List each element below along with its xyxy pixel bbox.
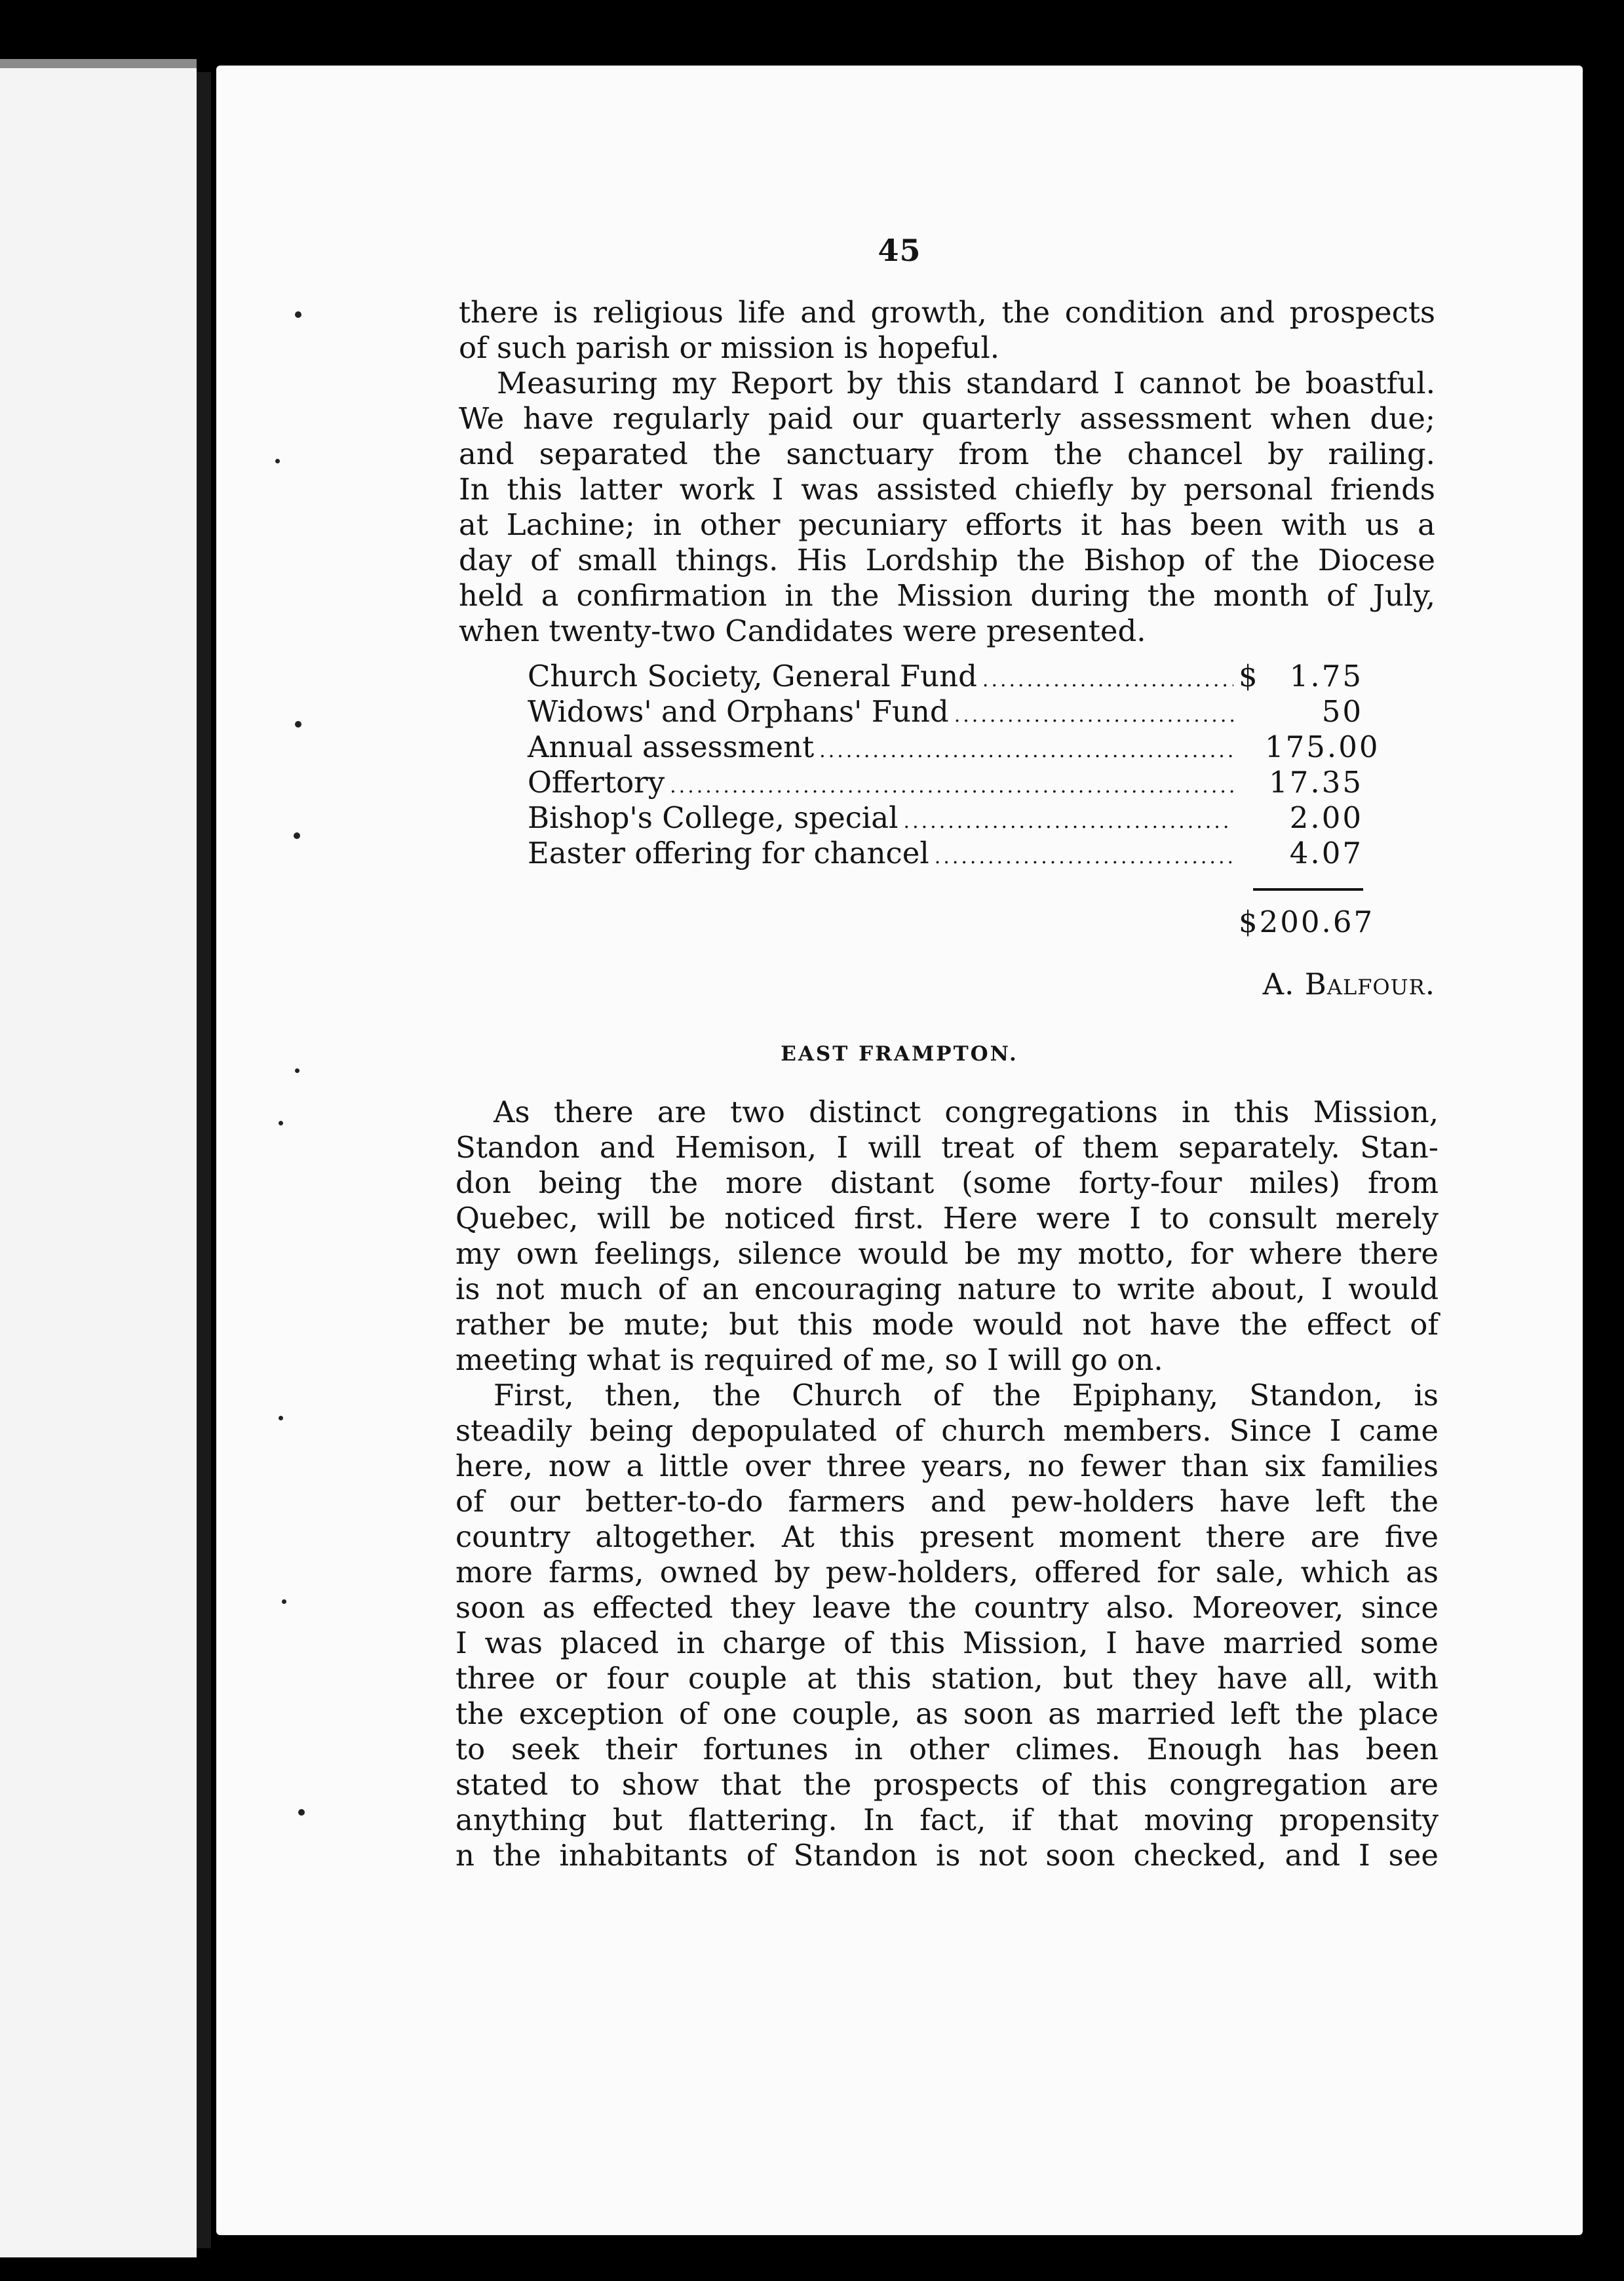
- east-frampton-paragraph-2: [455, 1378, 1439, 1873]
- text-line: don being the more distant (some forty-four miles) from: [455, 1165, 1439, 1200]
- text-line: I was placed in charge of this Mission, I have married some: [455, 1626, 1439, 1660]
- text-line: is not much of an encouraging nature to write about, I would: [455, 1272, 1439, 1306]
- text-line: n the inhabitants of Standon is not soon checked, and I see: [455, 1838, 1439, 1873]
- leader-dots: [935, 840, 1233, 875]
- margin-mark: [295, 721, 301, 728]
- text-line: and separated the sanctuary from the chancel by railing.: [459, 437, 1435, 471]
- left-page-edge: [0, 59, 197, 2257]
- ledger-row: [528, 659, 1363, 694]
- leader-dots: [670, 769, 1233, 804]
- margin-mark: [295, 1068, 300, 1073]
- margin-mark: [279, 1121, 283, 1125]
- leader-dots: [819, 733, 1233, 769]
- text-line: anything but flattering. In fact, if that moving propensity: [455, 1803, 1439, 1837]
- ledger-amount: 50: [1321, 694, 1363, 729]
- leader-dots: [954, 698, 1233, 733]
- text-line: rather be mute; but this mode would not have the effect of: [455, 1307, 1439, 1342]
- leader-dots: [904, 804, 1233, 840]
- text-line: steadily being depopulated of church members. Since I came: [455, 1413, 1439, 1448]
- text-line: when twenty-two Candidates were presented.: [459, 614, 1146, 648]
- text-line: there is religious life and growth, the condition and prospects: [459, 295, 1435, 330]
- ledger-amount: 175.00: [1265, 730, 1380, 764]
- text-line: of our better-to-do farmers and pew-holders have left the: [455, 1484, 1439, 1519]
- margin-mark: [298, 1809, 305, 1816]
- text-line: meeting what is required of me, so I will go on.: [455, 1342, 1163, 1377]
- ledger-label: Offertory: [528, 765, 665, 800]
- text-line: stated to show that the prospects of this congregation are: [455, 1767, 1439, 1802]
- ledger-label: Easter offering for chancel: [528, 836, 929, 870]
- ledger-amount: 4.07: [1289, 836, 1363, 870]
- margin-mark: [275, 459, 280, 463]
- signature: A. Balfour.: [1262, 967, 1435, 1002]
- ledger-row: [528, 765, 1363, 800]
- text-line: Quebec, will be noticed first. Here were I to consult merely: [455, 1201, 1439, 1236]
- ledger-row: [528, 836, 1363, 871]
- text-line: soon as effected they leave the country also. Moreover, since: [455, 1590, 1439, 1625]
- ledger-label: Annual assessment: [528, 730, 815, 764]
- margin-mark: [294, 832, 300, 839]
- ledger-total: $200.67: [1239, 905, 1375, 939]
- text-line: day of small things. His Lordship the Bishop of the Diocese: [459, 543, 1435, 577]
- intro-paragraph: [459, 295, 1435, 366]
- ledger-row: [528, 694, 1363, 730]
- margin-mark: [282, 1599, 286, 1604]
- page-number: 45: [878, 233, 921, 268]
- total-rule: [1253, 888, 1363, 891]
- text-line: my own feelings, silence would be my motto, for where there: [455, 1236, 1439, 1271]
- text-line: the exception of one couple, as soon as married left the place: [455, 1696, 1439, 1731]
- text-line: at Lachine; in other pecuniary efforts it has been with us a: [459, 507, 1435, 542]
- ledger-amount: 17.35: [1269, 765, 1363, 800]
- text-line: country altogether. At this present moment there are five: [455, 1519, 1439, 1554]
- book-spine-shadow: [197, 72, 211, 2248]
- text-line: First, then, the Church of the Epiphany, Standon, is: [493, 1378, 1439, 1413]
- text-line: We have regularly paid our quarterly assessment when due;: [459, 401, 1435, 436]
- ledger-label: Bishop's College, special: [528, 800, 899, 835]
- intro-block: [459, 295, 1435, 649]
- margin-mark: [295, 311, 301, 318]
- text-line: more farms, owned by pew-holders, offered for sale, which as: [455, 1555, 1439, 1589]
- section-heading: EAST FRAMPTON.: [781, 1042, 1018, 1066]
- margin-mark: [279, 1416, 283, 1420]
- ledger-label: Widows' and Orphans' Fund: [528, 694, 949, 729]
- document-page: [216, 66, 1583, 2235]
- text-line: Standon and Hemison, I will treat of them separately. Stan-: [455, 1130, 1439, 1165]
- leader-dots: [982, 663, 1233, 698]
- text-line: to seek their fortunes in other climes. Enough has been: [455, 1732, 1439, 1766]
- report-paragraph: [459, 366, 1435, 649]
- ledger-amount: 2.00: [1289, 800, 1363, 835]
- text-line: In this latter work I was assisted chiefly by personal friends: [459, 472, 1435, 507]
- east-frampton-block: [455, 1095, 1439, 1873]
- text-line: of such parish or mission is hopeful.: [459, 330, 1000, 365]
- text-line: here, now a little over three years, no fewer than six families: [455, 1449, 1439, 1483]
- ledger-table: [528, 659, 1380, 871]
- text-line: As there are two distinct congregations in this Mission,: [493, 1095, 1439, 1129]
- text-line: Measuring my Report by this standard I cannot be boastful.: [497, 366, 1435, 400]
- ledger-amount: 1.75: [1289, 659, 1363, 693]
- text-line: held a confirmation in the Mission during the month of July,: [459, 578, 1435, 613]
- ledger-row: [528, 730, 1380, 765]
- east-frampton-paragraph-1: [455, 1095, 1439, 1378]
- ledger-label: Church Society, General Fund: [528, 659, 977, 693]
- ledger-row: [528, 800, 1363, 836]
- text-line: three or four couple at this station, but they have all, with: [455, 1661, 1439, 1696]
- currency-symbol: $: [1239, 659, 1258, 693]
